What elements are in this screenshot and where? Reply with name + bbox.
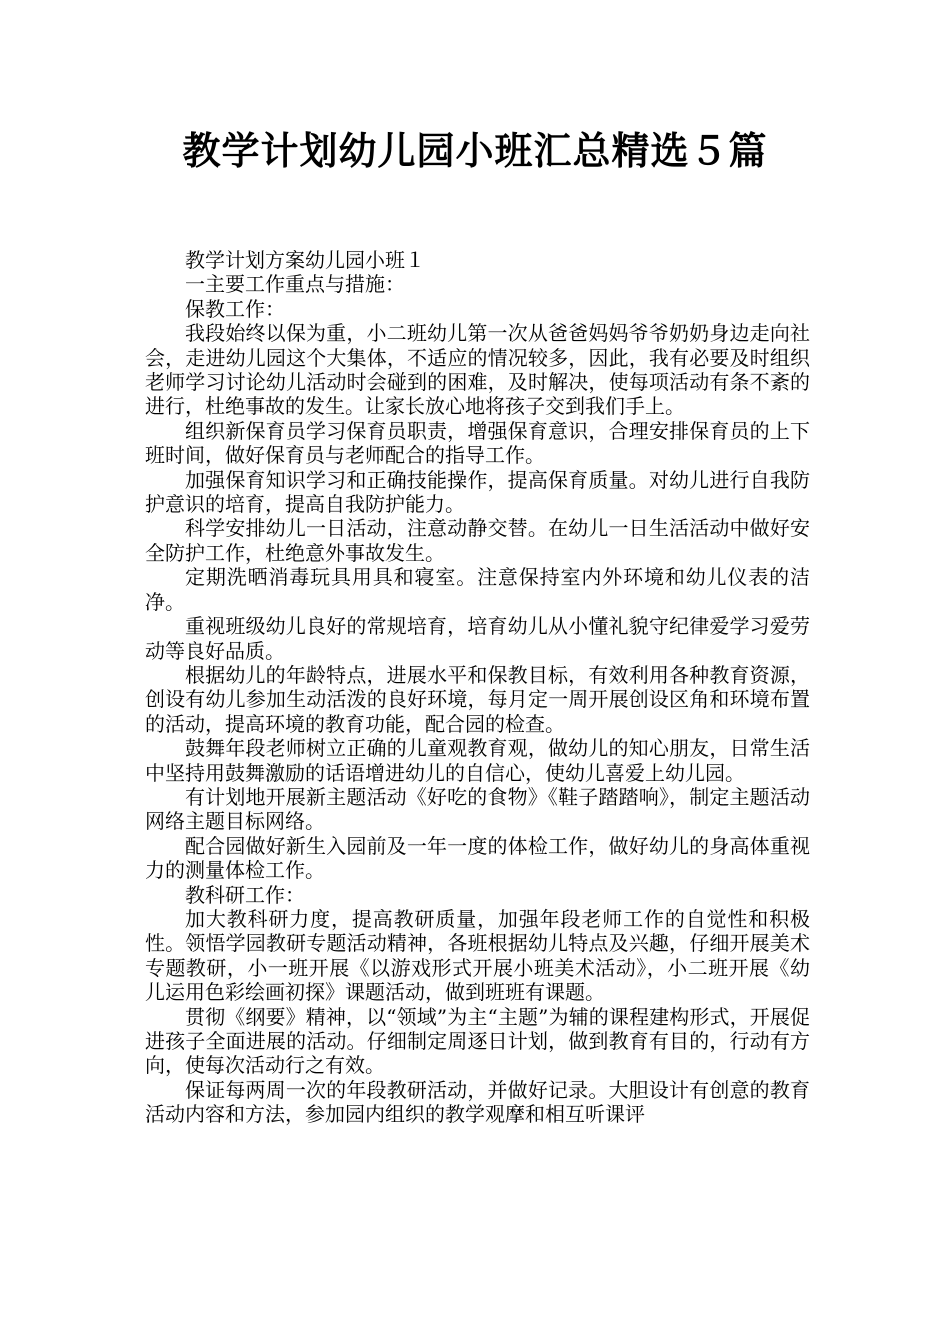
paragraph: 配合园做好新生入园前及一年一度的体检工作，做好幼儿的身高体重视力的测量体检工作。: [145, 833, 810, 883]
paragraph: 定期洗晒消毒玩具用具和寝室。注意保持室内外环境和幼儿仪表的洁净。: [145, 565, 810, 614]
paragraph: 一主要工作重点与措施：: [185, 272, 405, 297]
paragraph: 重视班级幼儿良好的常规培育，培育幼儿从小懂礼貌守纪律爱学习爱劳动等良好品质。: [145, 614, 810, 663]
paragraph: 我段始终以保为重，小二班幼儿第一次从爸爸妈妈爷爷奶奶身边走向社会，走进幼儿园这个大集体，不适应的情况较多，因此，我有必要及时组织老师学习讨论幼儿活动时会碰到的困难，及时解决，使每项活动有条不紊的进行，杜绝事故的发生。让家长放心地将孩子交到我们手上。: [145, 321, 810, 419]
paragraph: 鼓舞年段老师树立正确的儿童观教育观，做幼儿的知心朋友，日常生活中坚持用鼓舞激励的话语增进幼儿的自信心，使幼儿喜爱上幼儿园。: [145, 736, 810, 785]
paragraph: 保证每两周一次的年段教研活动，并做好记录。大胆设计有创意的教育活动内容和方法，参加园内组织的教学观摩和相互听课评: [145, 1077, 810, 1127]
document-body: [145, 248, 810, 1127]
document-title: 教学计划幼儿园小班汇总精选５篇: [182, 129, 768, 173]
paragraph: 贯彻《纲要》精神，以“领域”为主“主题”为辅的课程建构形式，开展促进孩子全面进展的活动。仔细制定周逐日计划，做到教育有目的，行动有方向，使每次活动行之有效。: [145, 1004, 810, 1078]
paragraph: 保教工作：: [185, 296, 285, 321]
paragraph: 加强保育知识学习和正确技能操作，提高保育质量。对幼儿进行自我防护意识的培育，提高自我防护能力。: [145, 467, 810, 517]
paragraph: 根据幼儿的年龄特点，进展水平和保教目标，有效利用各种教育资源，创设有幼儿参加生动活泼的良好环境，每月定一周开展创设区角和环境布置的活动，提高环境的教育功能，配合园的检查。: [145, 662, 810, 736]
paragraph: 有计划地开展新主题活动《好吃的食物》《鞋子踏踏响》，制定主题活动网络主题目标网络。: [145, 784, 810, 834]
paragraph: 科学安排幼儿一日活动，注意动静交替。在幼儿一日生活活动中做好安全防护工作，杜绝意外事故发生。: [145, 516, 810, 565]
paragraph: 教科研工作：: [185, 882, 305, 907]
paragraph: 组织新保育员学习保育员职责，增强保育意识，合理安排保育员的上下班时间，做好保育员与老师配合的指导工作。: [145, 418, 810, 468]
paragraph: 教学计划方案幼儿园小班１: [185, 248, 425, 272]
paragraph: 加大教科研力度，提高教研质量，加强年段老师工作的自觉性和积极性。领悟学园教研专题活动精神，各班根据幼儿特点及兴趣，仔细开展美术专题教研，小一班开展《以游戏形式开展小班美术活动》，小二班开展《幼儿运用色彩绘画初探》课题活动，做到班班有课题。: [145, 906, 810, 1005]
